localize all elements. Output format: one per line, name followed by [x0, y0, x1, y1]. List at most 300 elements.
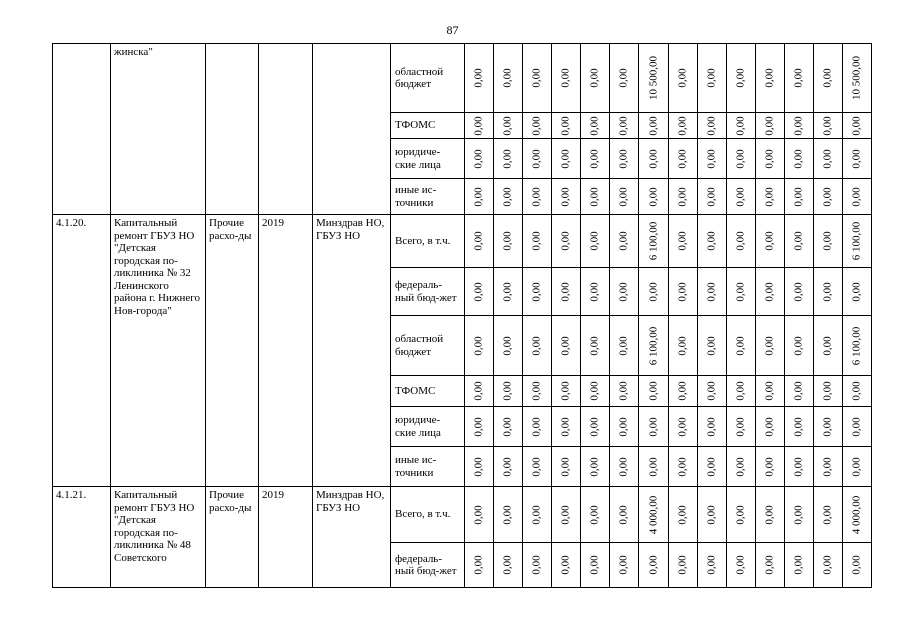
value-cell: [581, 316, 610, 376]
value-text: 0,00: [472, 504, 485, 525]
value-cell: [756, 447, 785, 487]
value-text: 0,00: [676, 381, 689, 401]
value-cell: [494, 268, 523, 316]
value-cell: [814, 407, 843, 447]
value-text: 0,00: [763, 186, 776, 207]
value-text: 0,00: [821, 231, 834, 251]
value-cell: [581, 376, 610, 407]
value-cell: [523, 407, 552, 447]
value-text: 0,00: [734, 186, 747, 207]
value-cell: [552, 316, 581, 376]
value-text: 6 100,00: [850, 326, 863, 365]
value-cell: [814, 139, 843, 179]
value-text: 0,00: [472, 416, 485, 437]
value-cell: [843, 268, 872, 316]
value-cell: [669, 215, 698, 268]
value-cell: [669, 543, 698, 588]
value-text: 0,00: [530, 555, 543, 575]
value-cell: [843, 113, 872, 139]
value-cell: [610, 44, 639, 113]
value-text: 0,00: [850, 115, 863, 136]
value-text: 0,00: [530, 381, 543, 401]
value-text: 0,00: [559, 456, 572, 477]
value-text: 0,00: [763, 148, 776, 169]
table-row: [53, 487, 872, 543]
value-text: 0,00: [530, 335, 543, 356]
value-cell: [581, 179, 610, 215]
value-cell: [756, 215, 785, 268]
value-cell: [552, 543, 581, 588]
value-cell: [669, 407, 698, 447]
value-text: 0,00: [821, 456, 834, 477]
value-cell: [727, 487, 756, 543]
value-text: 0,00: [617, 231, 630, 251]
value-text: 6 100,00: [850, 221, 863, 261]
value-cell: [727, 316, 756, 376]
value-cell: [523, 268, 552, 316]
value-cell: [639, 268, 669, 316]
value-text: 0,00: [501, 504, 514, 525]
value-text: 0,00: [821, 68, 834, 88]
value-cell: [756, 113, 785, 139]
value-cell: [756, 376, 785, 407]
value-text: 0,00: [617, 186, 630, 207]
value-cell: [639, 44, 669, 113]
item-year: 2019: [259, 215, 313, 487]
value-text: 0,00: [763, 115, 776, 136]
value-cell: [669, 268, 698, 316]
value-cell: [552, 487, 581, 543]
value-text: 0,00: [588, 68, 601, 88]
value-cell: [756, 316, 785, 376]
value-text: 0,00: [617, 281, 630, 302]
value-text: 10 500,00: [647, 56, 659, 100]
value-cell: [552, 179, 581, 215]
value-text: 0,00: [763, 416, 776, 437]
value-cell: [785, 543, 814, 588]
value-cell: [785, 44, 814, 113]
value-cell: [610, 316, 639, 376]
value-text: 0,00: [647, 115, 659, 136]
value-cell: [523, 543, 552, 588]
value-text: 0,00: [850, 281, 863, 302]
value-cell: [639, 179, 669, 215]
value-cell: [669, 179, 698, 215]
value-cell: [552, 215, 581, 268]
value-text: 0,00: [792, 148, 805, 169]
value-text: 0,00: [588, 115, 601, 136]
item-executor: Минздрав НО, ГБУЗ НО: [313, 487, 391, 588]
value-text: 0,00: [647, 148, 659, 169]
value-cell: [494, 179, 523, 215]
value-text: 0,00: [588, 555, 601, 575]
value-cell: [698, 407, 727, 447]
value-text: 0,00: [734, 416, 747, 437]
value-cell: [465, 447, 494, 487]
value-text: 0,00: [559, 416, 572, 437]
value-text: 0,00: [501, 381, 514, 401]
value-cell: [494, 44, 523, 113]
value-text: 0,00: [530, 504, 543, 525]
value-text: 0,00: [792, 456, 805, 477]
value-cell: [814, 543, 843, 588]
value-text: 0,00: [559, 555, 572, 575]
value-text: 0,00: [850, 381, 863, 401]
value-text: 0,00: [763, 504, 776, 525]
funding-source: федераль-ный бюд-жет: [391, 268, 465, 316]
value-cell: [581, 447, 610, 487]
value-cell: [494, 113, 523, 139]
value-text: 0,00: [792, 555, 805, 575]
funding-source: юридиче-ские лица: [391, 407, 465, 447]
value-text: 0,00: [472, 148, 485, 169]
funding-source: областной бюджет: [391, 316, 465, 376]
value-cell: [756, 407, 785, 447]
value-text: 0,00: [559, 381, 572, 401]
value-text: 0,00: [763, 335, 776, 356]
value-cell: [581, 543, 610, 588]
value-cell: [465, 44, 494, 113]
value-cell: [669, 487, 698, 543]
value-cell: [785, 376, 814, 407]
value-text: 0,00: [588, 281, 601, 302]
value-cell: [698, 487, 727, 543]
value-text: 0,00: [588, 186, 601, 207]
value-text: 0,00: [734, 68, 747, 88]
value-text: 0,00: [647, 555, 659, 575]
value-text: 0,00: [705, 456, 718, 477]
value-cell: [727, 215, 756, 268]
item-number: [53, 44, 111, 215]
value-cell: [552, 113, 581, 139]
value-text: 0,00: [501, 456, 514, 477]
funding-source: иные ис-точники: [391, 447, 465, 487]
value-text: 0,00: [588, 456, 601, 477]
value-cell: [552, 447, 581, 487]
value-text: 0,00: [705, 115, 718, 136]
value-text: 0,00: [530, 416, 543, 437]
value-text: 0,00: [501, 555, 514, 575]
value-text: 0,00: [792, 335, 805, 356]
value-text: 0,00: [588, 231, 601, 251]
value-cell: [669, 447, 698, 487]
value-cell: [610, 268, 639, 316]
funding-source: юридиче-ские лица: [391, 139, 465, 179]
value-cell: [494, 487, 523, 543]
item-year: [259, 44, 313, 215]
value-text: 0,00: [559, 281, 572, 302]
value-cell: [727, 407, 756, 447]
value-cell: [465, 407, 494, 447]
value-cell: [785, 316, 814, 376]
value-text: 0,00: [559, 335, 572, 356]
value-cell: [727, 44, 756, 113]
value-text: 0,00: [501, 335, 514, 356]
value-text: 0,00: [472, 456, 485, 477]
value-cell: [785, 215, 814, 268]
value-text: 0,00: [559, 231, 572, 251]
value-cell: [552, 376, 581, 407]
value-cell: [785, 447, 814, 487]
value-cell: [785, 139, 814, 179]
value-text: 0,00: [705, 335, 718, 356]
value-cell: [843, 447, 872, 487]
value-cell: [698, 139, 727, 179]
value-text: 0,00: [792, 504, 805, 525]
value-text: 0,00: [588, 416, 601, 437]
value-cell: [814, 447, 843, 487]
value-text: 0,00: [647, 416, 659, 437]
value-text: 0,00: [821, 335, 834, 356]
value-cell: [785, 268, 814, 316]
value-text: 0,00: [734, 504, 747, 525]
item-number: 4.1.21.: [53, 487, 111, 588]
value-cell: [698, 113, 727, 139]
item-name: Капитальный ремонт ГБУЗ НО "Детская городская по-ликлиника № 32 Ленинского района г. Нижнего Нов-города": [111, 215, 206, 487]
value-cell: [698, 179, 727, 215]
value-cell: [494, 139, 523, 179]
value-text: 0,00: [734, 281, 747, 302]
value-text: 6 100,00: [647, 221, 659, 261]
value-text: 0,00: [530, 281, 543, 302]
value-cell: [610, 179, 639, 215]
value-text: 0,00: [763, 281, 776, 302]
value-cell: [610, 447, 639, 487]
value-cell: [843, 543, 872, 588]
value-text: 0,00: [472, 68, 485, 88]
funding-source: федераль-ный бюд-жет: [391, 543, 465, 588]
table-row: [53, 44, 872, 113]
value-cell: [669, 44, 698, 113]
value-cell: [581, 407, 610, 447]
value-cell: [639, 139, 669, 179]
value-text: 0,00: [734, 335, 747, 356]
value-cell: [523, 139, 552, 179]
value-cell: [756, 543, 785, 588]
value-text: 0,00: [559, 115, 572, 136]
value-text: 10 500,00: [850, 56, 863, 100]
value-cell: [465, 376, 494, 407]
value-text: 0,00: [472, 115, 485, 136]
value-cell: [465, 487, 494, 543]
value-cell: [523, 316, 552, 376]
value-cell: [814, 113, 843, 139]
value-text: 0,00: [821, 148, 834, 169]
value-text: 4 000,00: [850, 495, 863, 534]
value-cell: [639, 113, 669, 139]
value-cell: [756, 487, 785, 543]
value-text: 0,00: [530, 148, 543, 169]
value-cell: [727, 543, 756, 588]
value-cell: [610, 407, 639, 447]
value-cell: [639, 543, 669, 588]
value-text: 0,00: [705, 68, 718, 88]
value-text: 0,00: [792, 416, 805, 437]
value-cell: [494, 407, 523, 447]
value-text: 0,00: [501, 186, 514, 207]
value-cell: [669, 139, 698, 179]
value-text: 0,00: [676, 555, 689, 575]
value-text: 0,00: [850, 555, 863, 575]
value-text: 0,00: [501, 281, 514, 302]
value-text: 0,00: [705, 504, 718, 525]
value-cell: [523, 113, 552, 139]
value-text: 0,00: [734, 555, 747, 575]
value-cell: [639, 407, 669, 447]
value-cell: [814, 215, 843, 268]
value-text: 0,00: [792, 115, 805, 136]
value-text: 6 100,00: [647, 326, 659, 365]
value-cell: [727, 113, 756, 139]
value-cell: [814, 316, 843, 376]
value-text: 0,00: [734, 231, 747, 251]
value-text: 0,00: [734, 115, 747, 136]
value-text: 0,00: [588, 504, 601, 525]
value-text: 0,00: [617, 115, 630, 136]
value-text: 0,00: [676, 115, 689, 136]
value-text: 0,00: [763, 381, 776, 401]
value-cell: [756, 268, 785, 316]
value-text: 0,00: [850, 456, 863, 477]
item-executor: [313, 44, 391, 215]
value-cell: [494, 316, 523, 376]
value-text: 0,00: [763, 68, 776, 88]
value-cell: [552, 407, 581, 447]
value-text: 0,00: [472, 555, 485, 575]
value-cell: [639, 316, 669, 376]
value-cell: [581, 139, 610, 179]
value-text: 0,00: [501, 148, 514, 169]
item-name: жинска": [111, 44, 206, 215]
value-text: 0,00: [617, 416, 630, 437]
value-text: 0,00: [588, 148, 601, 169]
value-text: 0,00: [559, 68, 572, 88]
value-text: 0,00: [588, 335, 601, 356]
value-text: 0,00: [850, 416, 863, 437]
funding-source: Всего, в т.ч.: [391, 487, 465, 543]
value-cell: [581, 268, 610, 316]
funding-source: областной бюджет: [391, 44, 465, 113]
value-cell: [756, 44, 785, 113]
value-cell: [523, 179, 552, 215]
value-text: 0,00: [472, 231, 485, 251]
item-executor: Минздрав НО, ГБУЗ НО: [313, 215, 391, 487]
value-text: 0,00: [530, 231, 543, 251]
item-year: 2019: [259, 487, 313, 588]
value-text: 0,00: [792, 281, 805, 302]
value-text: 0,00: [501, 68, 514, 88]
value-cell: [639, 215, 669, 268]
value-cell: [581, 215, 610, 268]
value-cell: [727, 179, 756, 215]
value-cell: [523, 44, 552, 113]
item-name: Капитальный ремонт ГБУЗ НО "Детская городская по-ликлиника № 48 Советского: [111, 487, 206, 588]
value-cell: [814, 487, 843, 543]
value-cell: [669, 113, 698, 139]
value-text: 0,00: [530, 186, 543, 207]
value-cell: [843, 179, 872, 215]
value-cell: [698, 268, 727, 316]
value-text: 0,00: [821, 555, 834, 575]
value-cell: [523, 487, 552, 543]
value-text: 0,00: [821, 281, 834, 302]
value-text: 0,00: [501, 231, 514, 251]
value-text: 0,00: [530, 115, 543, 136]
value-text: 0,00: [676, 456, 689, 477]
value-cell: [756, 179, 785, 215]
value-text: 0,00: [617, 555, 630, 575]
value-cell: [465, 139, 494, 179]
value-text: 0,00: [617, 504, 630, 525]
value-cell: [814, 376, 843, 407]
value-text: 0,00: [501, 416, 514, 437]
value-text: 0,00: [647, 456, 659, 477]
value-text: 0,00: [530, 456, 543, 477]
value-cell: [523, 376, 552, 407]
value-cell: [465, 113, 494, 139]
value-cell: [785, 487, 814, 543]
value-text: 0,00: [588, 381, 601, 401]
value-text: 0,00: [472, 186, 485, 207]
value-cell: [756, 139, 785, 179]
value-text: 0,00: [647, 381, 659, 401]
value-cell: [610, 376, 639, 407]
value-cell: [639, 376, 669, 407]
value-cell: [610, 543, 639, 588]
value-cell: [610, 215, 639, 268]
value-cell: [698, 44, 727, 113]
funding-source: иные ис-точники: [391, 179, 465, 215]
value-text: 0,00: [617, 68, 630, 88]
value-cell: [523, 215, 552, 268]
value-text: 0,00: [705, 231, 718, 251]
value-cell: [639, 487, 669, 543]
value-cell: [523, 447, 552, 487]
value-cell: [610, 139, 639, 179]
value-cell: [785, 179, 814, 215]
value-text: 0,00: [705, 281, 718, 302]
value-text: 0,00: [676, 416, 689, 437]
value-cell: [843, 407, 872, 447]
value-text: 0,00: [472, 335, 485, 356]
value-text: 0,00: [676, 68, 689, 88]
expense-type: Прочие расхо-ды: [206, 215, 259, 487]
value-text: 0,00: [647, 186, 659, 207]
value-cell: [494, 376, 523, 407]
value-cell: [465, 316, 494, 376]
item-number: 4.1.20.: [53, 215, 111, 487]
page-number: 87: [446, 23, 459, 37]
value-cell: [698, 215, 727, 268]
value-text: 0,00: [763, 231, 776, 251]
value-cell: [610, 487, 639, 543]
value-text: 0,00: [530, 68, 543, 88]
value-cell: [698, 316, 727, 376]
value-text: 0,00: [705, 148, 718, 169]
value-cell: [669, 376, 698, 407]
value-text: 0,00: [763, 456, 776, 477]
value-cell: [610, 113, 639, 139]
value-text: 0,00: [705, 416, 718, 437]
value-text: 0,00: [821, 381, 834, 401]
value-cell: [785, 407, 814, 447]
value-cell: [727, 376, 756, 407]
value-text: 0,00: [792, 231, 805, 251]
value-text: 0,00: [734, 381, 747, 401]
value-text: 0,00: [676, 504, 689, 525]
value-cell: [843, 215, 872, 268]
funding-source: ТФОМС: [391, 376, 465, 407]
